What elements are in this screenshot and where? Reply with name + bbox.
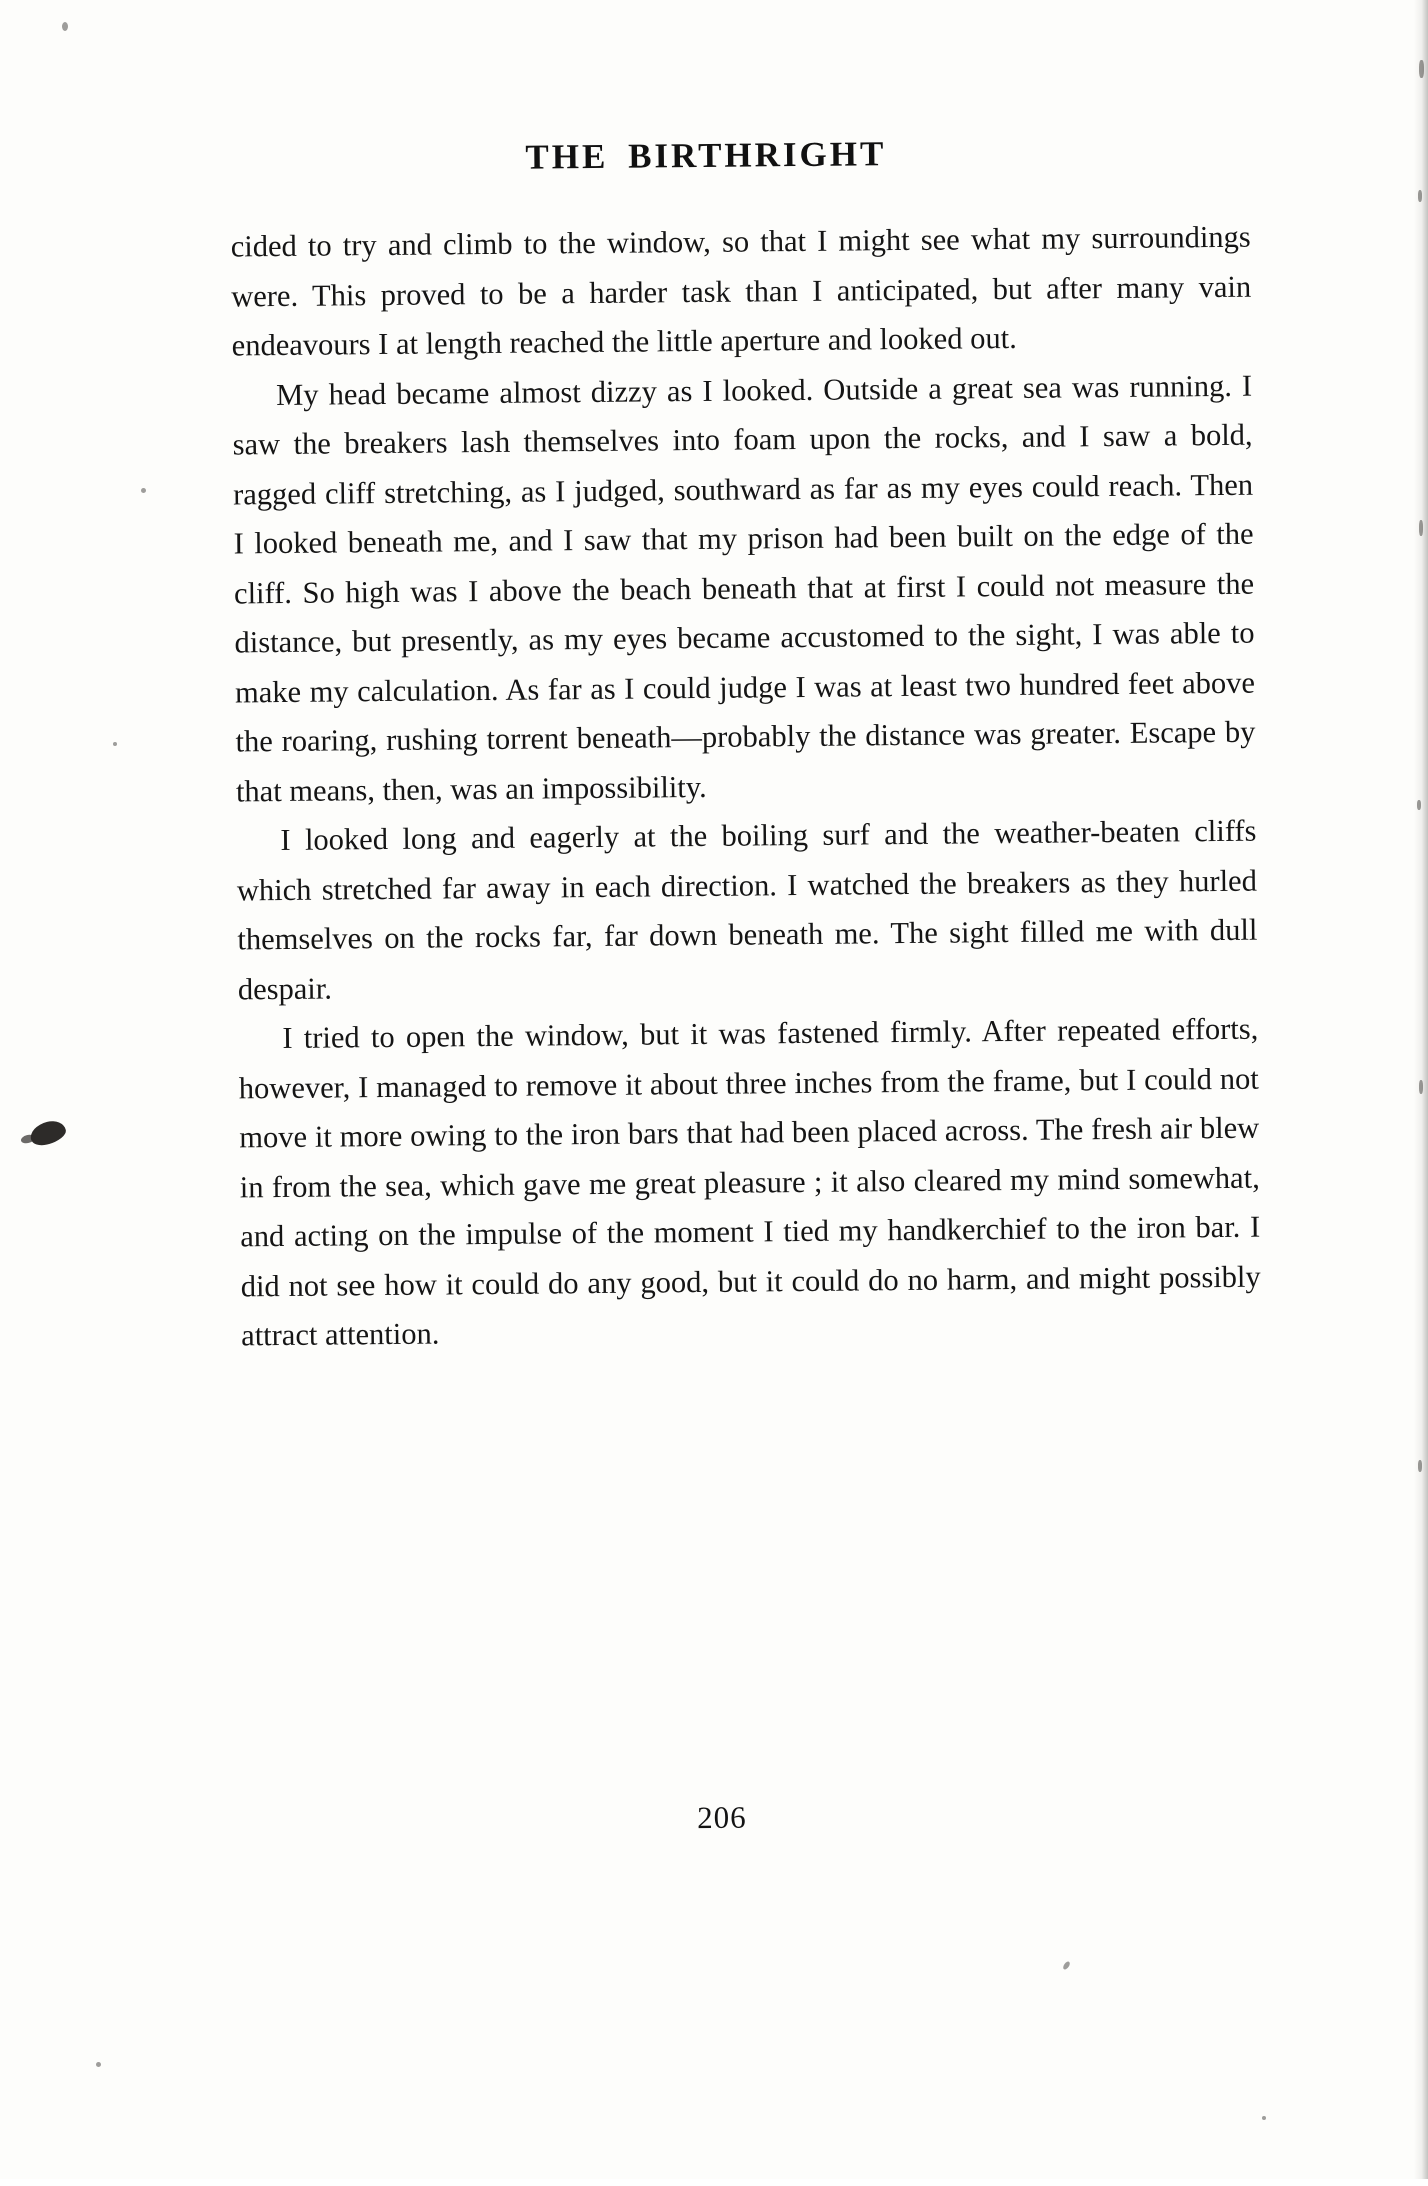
body-text (231, 213, 1262, 1361)
paragraph: I looked long and eagerly at the boiling surf and the weather-beaten cliffs which stretched far away in each direction. I watched the breakers as they hurled themselves on the rocks far, far down beneath me. The sight filled me with dull despair. (236, 813, 1258, 1006)
paragraph: cided to try and climb to the window, so that I might see what my surroundings were. This proved to be a harder task than I anticipated, but after many vain endeavours I at length reached the little aperture and looked out. (230, 219, 1252, 363)
paper-fleck (62, 22, 68, 31)
paper-fleck (1262, 2116, 1266, 2120)
scan-speck (1418, 1460, 1422, 1472)
paper-fleck (141, 488, 146, 493)
page-number: 206 (696, 1799, 747, 1836)
scan-speck (1419, 520, 1423, 536)
paragraph: I tried to open the window, but it was fastened firmly. After repeated efforts, however, I managed to remove it about three inches from the frame, but I could not move it more owing to the iron bars that had been placed across. The fresh air blew in from the sea, which gave me great pleasure ; it also cleared my mind somewhat, and acting on the impulse of the moment I tied my handkerchief to the iron bar. I did not see how it could do any good, but it could do no harm, and might possibly attract attention. (238, 1011, 1261, 1353)
paper-fleck (113, 742, 117, 746)
page-running-head: THE BIRTHRIGHT (525, 134, 887, 177)
scan-speck (1419, 60, 1424, 78)
scan-speck (1417, 800, 1421, 810)
scan-speck (1419, 1080, 1423, 1094)
paper-fleck (96, 2062, 101, 2067)
paragraph: My head became almost dizzy as I looked. Outside a great sea was running. I saw the breakers lash themselves into foam upon the rocks, and I saw a bold, ragged cliff stretching, as I judged, southward as far as my eyes could reach. Then I looked beneath me, and I saw that my prison had been built on the edge of the cliff. So high was I above the beach beneath that at first I could not measure the distance, but presently, as my eyes became accustomed to the sight, I was able to make my calculation. As far as I could judge I was at least two hundred feet above the roaring, rushing torrent beneath—probably the distance was greater. Escape by that means, then, was an impossibility. (232, 368, 1256, 808)
scan-speck (1418, 190, 1422, 202)
